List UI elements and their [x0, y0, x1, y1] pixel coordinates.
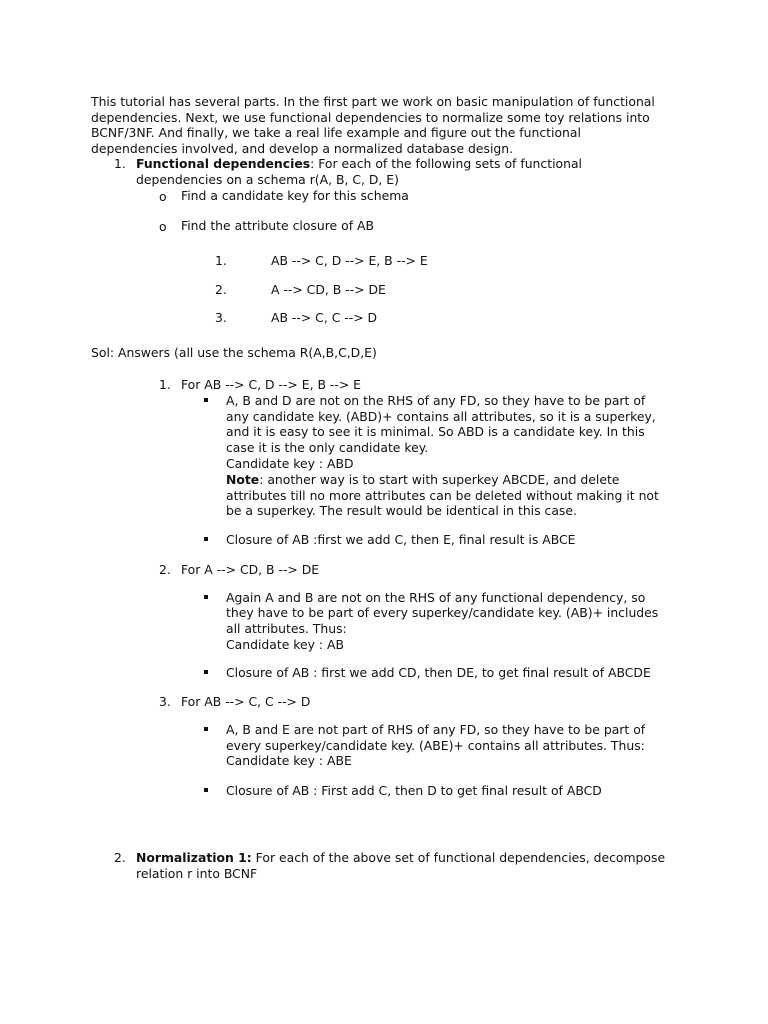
fd-set: AB --> C, C --> D: [271, 310, 378, 325]
note-line: be a superkey. The result would be identical in this case.: [226, 503, 577, 518]
answer-line: any candidate key. (ABD)+ contains all attributes, so it is a superkey,: [226, 409, 656, 424]
answer-line: every superkey/candidate key. (ABE)+ contains all attributes. Thus:: [226, 738, 645, 753]
answer-heading: For A --> CD, B --> DE: [181, 562, 320, 577]
task-item: Find a candidate key for this schema: [181, 188, 409, 203]
section-heading: Normalization 1:: [136, 850, 252, 865]
square-bullet-icon: [204, 398, 208, 402]
answer-number: 1.: [159, 377, 171, 392]
section-heading-line: [136, 850, 665, 866]
answer-line: all attributes. Thus:: [226, 621, 347, 636]
candidate-key: Candidate key : AB: [226, 637, 345, 652]
intro-line: dependencies. Next, we use functional dependencies to normalize some toy relations into: [91, 110, 650, 125]
answer-line: they have to be part of every superkey/candidate key. (AB)+ includes: [226, 605, 659, 620]
answer-line: Again A and B are not on the RHS of any functional dependency, so: [226, 590, 646, 605]
section-text: For each of the above set of functional dependencies, decompose: [251, 850, 666, 865]
intro-line: BCNF/3NF. And finally, we take a real life example and figure out the functional: [91, 125, 581, 140]
answer-number: 3.: [159, 694, 171, 709]
square-bullet-icon: [204, 670, 208, 674]
fd-set-number: 1.: [215, 253, 227, 268]
square-bullet-icon: [204, 537, 208, 541]
section-text-line: relation r into BCNF: [136, 866, 258, 881]
section-number: 1.: [114, 156, 126, 171]
section-text-line: dependencies on a schema r(A, B, C, D, E): [136, 172, 399, 187]
section-number: 2.: [114, 850, 126, 865]
answer-line: A, B and E are not part of RHS of any FD, so they have to be part of: [226, 722, 646, 737]
fd-set-number: 2.: [215, 282, 227, 297]
intro-line: dependencies involved, and develop a normalized database design.: [91, 141, 514, 156]
answer-number: 2.: [159, 562, 171, 577]
solution-title: Sol: Answers (all use the schema R(A,B,C,D,E): [91, 345, 377, 360]
candidate-key: Candidate key : ABE: [226, 753, 352, 768]
square-bullet-icon: [204, 788, 208, 792]
section-heading-line: [136, 156, 582, 172]
section-text: : For each of the following sets of functional: [310, 156, 582, 171]
answer-line: case it is the only candidate key.: [226, 440, 429, 455]
closure-line: Closure of AB : First add C, then D to get final result of ABCD: [226, 783, 602, 798]
note-line: [226, 472, 619, 488]
candidate-key: Candidate key : ABD: [226, 456, 354, 471]
answer-line: and it is easy to see it is minimal. So ABD is a candidate key. In this: [226, 424, 645, 439]
fd-set: AB --> C, D --> E, B --> E: [271, 253, 428, 268]
square-bullet-icon: [204, 595, 208, 599]
circle-bullet-icon: o: [159, 189, 167, 204]
fd-set-number: 3.: [215, 310, 227, 325]
answer-line: A, B and D are not on the RHS of any FD, so they have to be part of: [226, 393, 646, 408]
square-bullet-icon: [204, 727, 208, 731]
closure-line: Closure of AB : first we add CD, then DE, to get final result of ABCDE: [226, 665, 651, 680]
task-item: Find the attribute closure of AB: [181, 218, 374, 233]
note-text: : another way is to start with superkey ABCDE, and delete: [259, 472, 620, 487]
note-line: attributes till no more attributes can be deleted without making it not: [226, 488, 659, 503]
section-heading: Functional dependencies: [136, 156, 311, 171]
closure-line: Closure of AB :first we add C, then E, final result is ABCE: [226, 532, 576, 547]
intro-line: This tutorial has several parts. In the first part we work on basic manipulation of functional: [91, 94, 655, 109]
note-label: Note: [226, 472, 260, 487]
answer-heading: For AB --> C, D --> E, B --> E: [181, 377, 361, 392]
circle-bullet-icon: o: [159, 219, 167, 234]
answer-heading: For AB --> C, C --> D: [181, 694, 311, 709]
fd-set: A --> CD, B --> DE: [271, 282, 386, 297]
